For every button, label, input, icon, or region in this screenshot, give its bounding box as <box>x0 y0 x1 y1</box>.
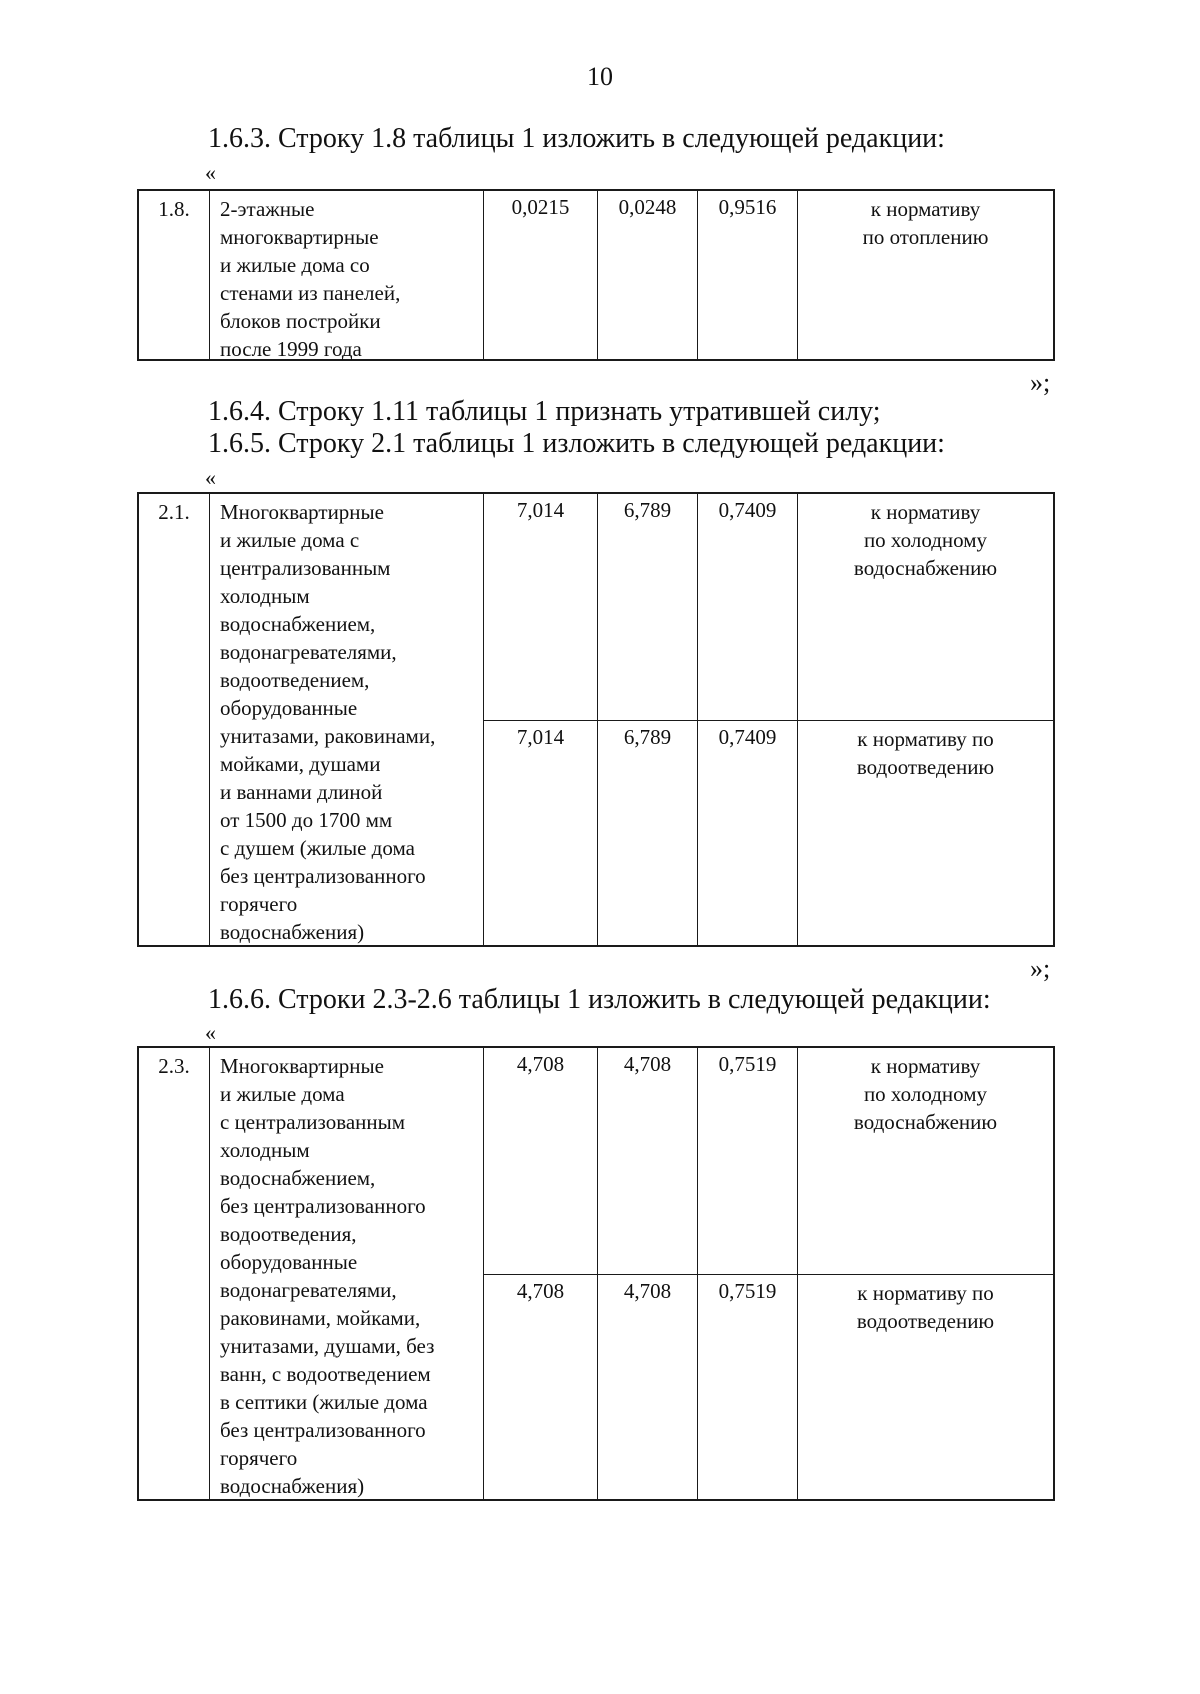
table-row-1-8 <box>137 189 1055 361</box>
value-3: 0,7409 <box>697 494 797 720</box>
value-3: 0,7519 <box>697 1048 797 1274</box>
row-description: Многоквартирные и жилые дома с централизованным холодным водоснабжением, без централизованного водоотведения, оборудованные водонагревателями, раковинами, мойками, унитазами, душами, без ванн, с водоотведением в септики (жилые дома без централизованного горячего водоснабжения) <box>209 1048 483 1499</box>
section-heading-1-6-6: 1.6.6. Строки 2.3-2.6 таблицы 1 изложить в следующей редакции: <box>208 984 991 1015</box>
value-1: 0,0215 <box>483 191 597 359</box>
page-number: 10 <box>587 62 613 91</box>
row-number: 1.8. <box>158 197 190 221</box>
row-note: к нормативу по холодному водоснабжению <box>797 1048 1053 1274</box>
row-number: 2.3. <box>158 1054 190 1078</box>
value-2: 6,789 <box>597 720 697 945</box>
value-1: 7,014 <box>483 720 597 945</box>
close-quote: »; <box>1030 368 1051 397</box>
row-note: к нормативу по отоплению <box>797 191 1053 359</box>
value-1: 4,708 <box>483 1048 597 1274</box>
value-2: 4,708 <box>597 1048 697 1274</box>
section-heading-1-6-4: 1.6.4. Строку 1.11 таблицы 1 признать утратившей силу; <box>208 396 881 427</box>
value-2: 6,789 <box>597 494 697 720</box>
section-heading-1-6-3: 1.6.3. Строку 1.8 таблицы 1 изложить в следующей редакции: <box>208 123 945 154</box>
table-row-2-3 <box>137 1046 1055 1501</box>
section-heading-1-6-5: 1.6.5. Строку 2.1 таблицы 1 изложить в следующей редакции: <box>208 428 945 459</box>
value-1: 4,708 <box>483 1274 597 1499</box>
row-note: к нормативу по водоотведению <box>797 1274 1053 1499</box>
value-2: 0,0248 <box>597 191 697 359</box>
row-note: к нормативу по водоотведению <box>797 720 1053 945</box>
value-3: 0,7409 <box>697 720 797 945</box>
value-2: 4,708 <box>597 1274 697 1499</box>
close-quote: »; <box>1030 954 1051 983</box>
row-number: 2.1. <box>158 500 190 524</box>
row-description: 2-этажные многоквартирные и жилые дома со стенами из панелей, блоков постройки после 1999 года <box>209 191 483 359</box>
table-row-2-1 <box>137 492 1055 947</box>
open-quote: « <box>205 160 216 185</box>
value-1: 7,014 <box>483 494 597 720</box>
open-quote: « <box>205 1020 216 1045</box>
value-3: 0,7519 <box>697 1274 797 1499</box>
row-description: Многоквартирные и жилые дома с централизованным холодным водоснабжением, водонагревателями, водоотведением, оборудованные унитазами, раковинами, мойками, душами и ваннами длиной от 1500 до 1700 мм с душем (жилые дома без централизованного горячего водоснабжения) <box>209 494 483 945</box>
open-quote: « <box>205 465 216 490</box>
row-note: к нормативу по холодному водоснабжению <box>797 494 1053 720</box>
value-3: 0,9516 <box>697 191 797 359</box>
